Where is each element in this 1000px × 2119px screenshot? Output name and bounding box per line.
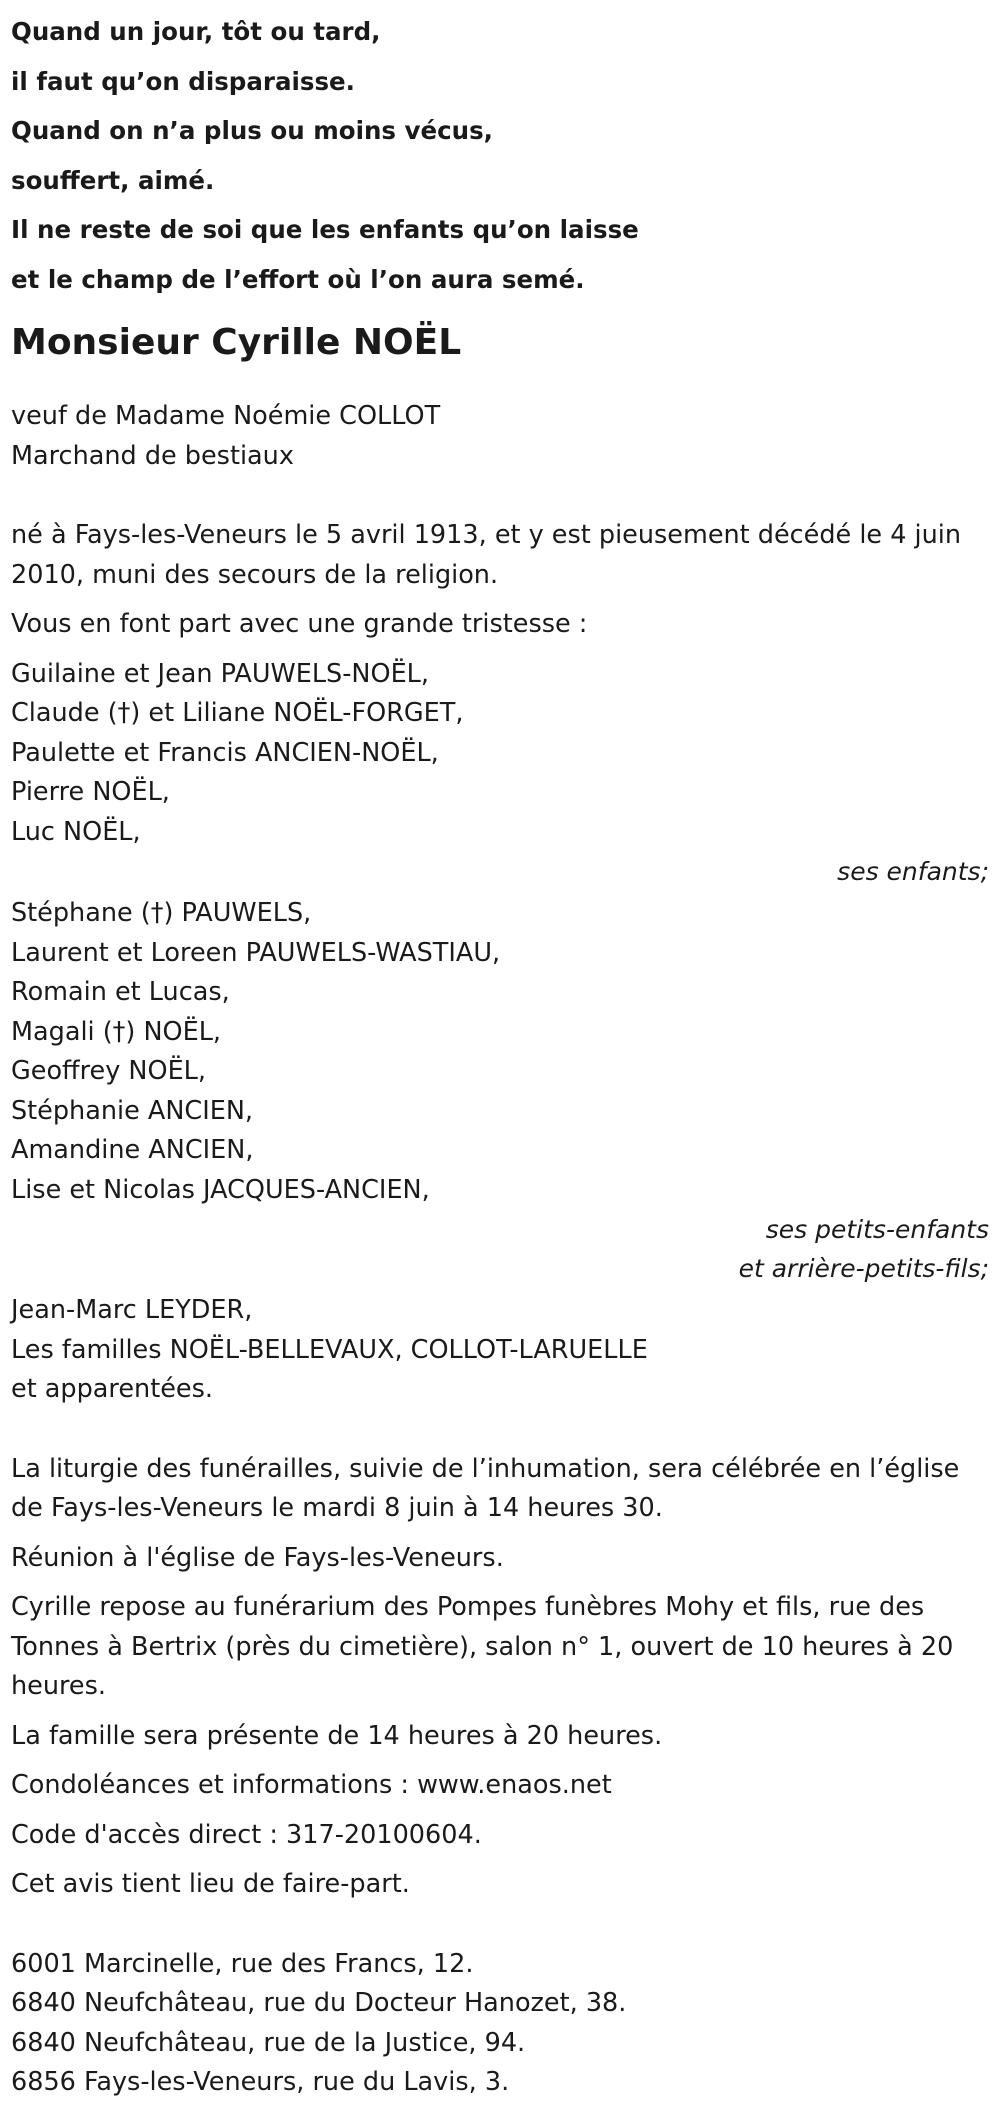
poem-line: Il ne reste de soi que les enfants qu’on laisse: [11, 215, 639, 244]
list-item: Magali (†) NOËL,: [11, 1016, 222, 1047]
list-item: Pierre NOËL,: [11, 777, 170, 807]
list-item: Guilaine et Jean PAUWELS-NOËL,: [11, 658, 429, 689]
liturgy-paragraph: La liturgie des funérailles, suivie de l’inhumation, sera célébrée en l’église de Fays-les-Veneurs le mardi 8 juin à 14 heures 30.: [11, 1453, 960, 1523]
list-item: Laurent et Loreen PAUWELS-WASTIAU,: [11, 937, 501, 968]
poem: [11, 0, 989, 304]
poem-line: Quand on n’a plus ou moins vécus,: [11, 116, 493, 145]
children-role: ses enfants;: [837, 857, 989, 886]
address-line: 6001 Marcinelle, rue des Francs, 12.: [11, 1948, 474, 1979]
notice-paragraph: Cet avis tient lieu de faire-part.: [11, 1869, 410, 1899]
list-item: Stéphanie ANCIEN,: [11, 1095, 254, 1126]
spouse-line: veuf de Madame Noémie COLLOT: [11, 401, 441, 431]
list-item: Jean-Marc LEYDER,: [11, 1295, 253, 1325]
poem-line: Quand un jour, tôt ou tard,: [11, 17, 381, 46]
other-relatives: [11, 1291, 989, 1410]
addresses: [11, 1945, 989, 2103]
list-item: Luc NOËL,: [11, 816, 141, 847]
grandchildren-list: [11, 894, 989, 1210]
family-presence-paragraph: La famille sera présente de 14 heures à 20 heures.: [11, 1720, 663, 1751]
list-item: Romain et Lucas,: [11, 977, 230, 1007]
condolences-paragraph: Condoléances et informations : www.enaos.net: [11, 1770, 612, 1800]
poem-line: souffert, aimé.: [11, 165, 215, 195]
poem-line: il faut qu’on disparaisse.: [11, 66, 355, 96]
list-item: Geoffrey NOËL,: [11, 1056, 206, 1086]
poem-line: et le champ de l’effort où l’on aura semé.: [11, 264, 585, 294]
list-item: Stéphane (†) PAUWELS,: [11, 898, 312, 928]
children-list: [11, 655, 989, 853]
address-line: 6840 Neufchâteau, rue du Docteur Hanozet, 38.: [11, 1988, 627, 2018]
list-item: et apparentées.: [11, 1374, 213, 1404]
list-item: Les familles NOËL-BELLEVAUX, COLLOT-LARUELLE: [11, 1334, 648, 1365]
list-item: Claude (†) et Liliane NOËL-FORGET,: [11, 698, 464, 728]
profession-line: Marchand de bestiaux: [11, 440, 294, 471]
list-item: Lise et Nicolas JACQUES-ANCIEN,: [11, 1174, 430, 1205]
deceased-details: [11, 397, 989, 476]
birth-death-paragraph: né à Fays-les-Veneurs le 5 avril 1913, et y est pieusement décédé le 4 juin 2010, muni des secours de la religion.: [11, 520, 962, 590]
address-line: 6856 Fays-les-Veneurs, rue du Lavis, 3.: [11, 2067, 510, 2097]
grandchildren-role: ses petits-enfants: [765, 1215, 989, 1244]
address-line: 6840 Neufchâteau, rue de la Justice, 94.: [11, 2027, 526, 2058]
great-grandchildren-role: et arrière-petits-fils;: [738, 1254, 989, 1283]
list-item: Paulette et Francis ANCIEN-NOËL,: [11, 737, 439, 768]
list-item: Amandine ANCIEN,: [11, 1135, 254, 1165]
announcement: Vous en font part avec une grande tristesse :: [11, 609, 588, 639]
deceased-name: Monsieur Cyrille NOËL: [11, 322, 462, 363]
funerarium-paragraph: Cyrille repose au funérarium des Pompes funèbres Mohy et fils, rue des Tonnes à Bertrix (près du cimetière), salon n° 1, ouvert de 10 heures à 20 heures.: [11, 1592, 954, 1701]
meeting-paragraph: Réunion à l'église de Fays-les-Veneurs.: [11, 1542, 504, 1573]
obituary-notice: [11, 0, 989, 2103]
access-code-paragraph: Code d'accès direct : 317-20100604.: [11, 1819, 482, 1850]
